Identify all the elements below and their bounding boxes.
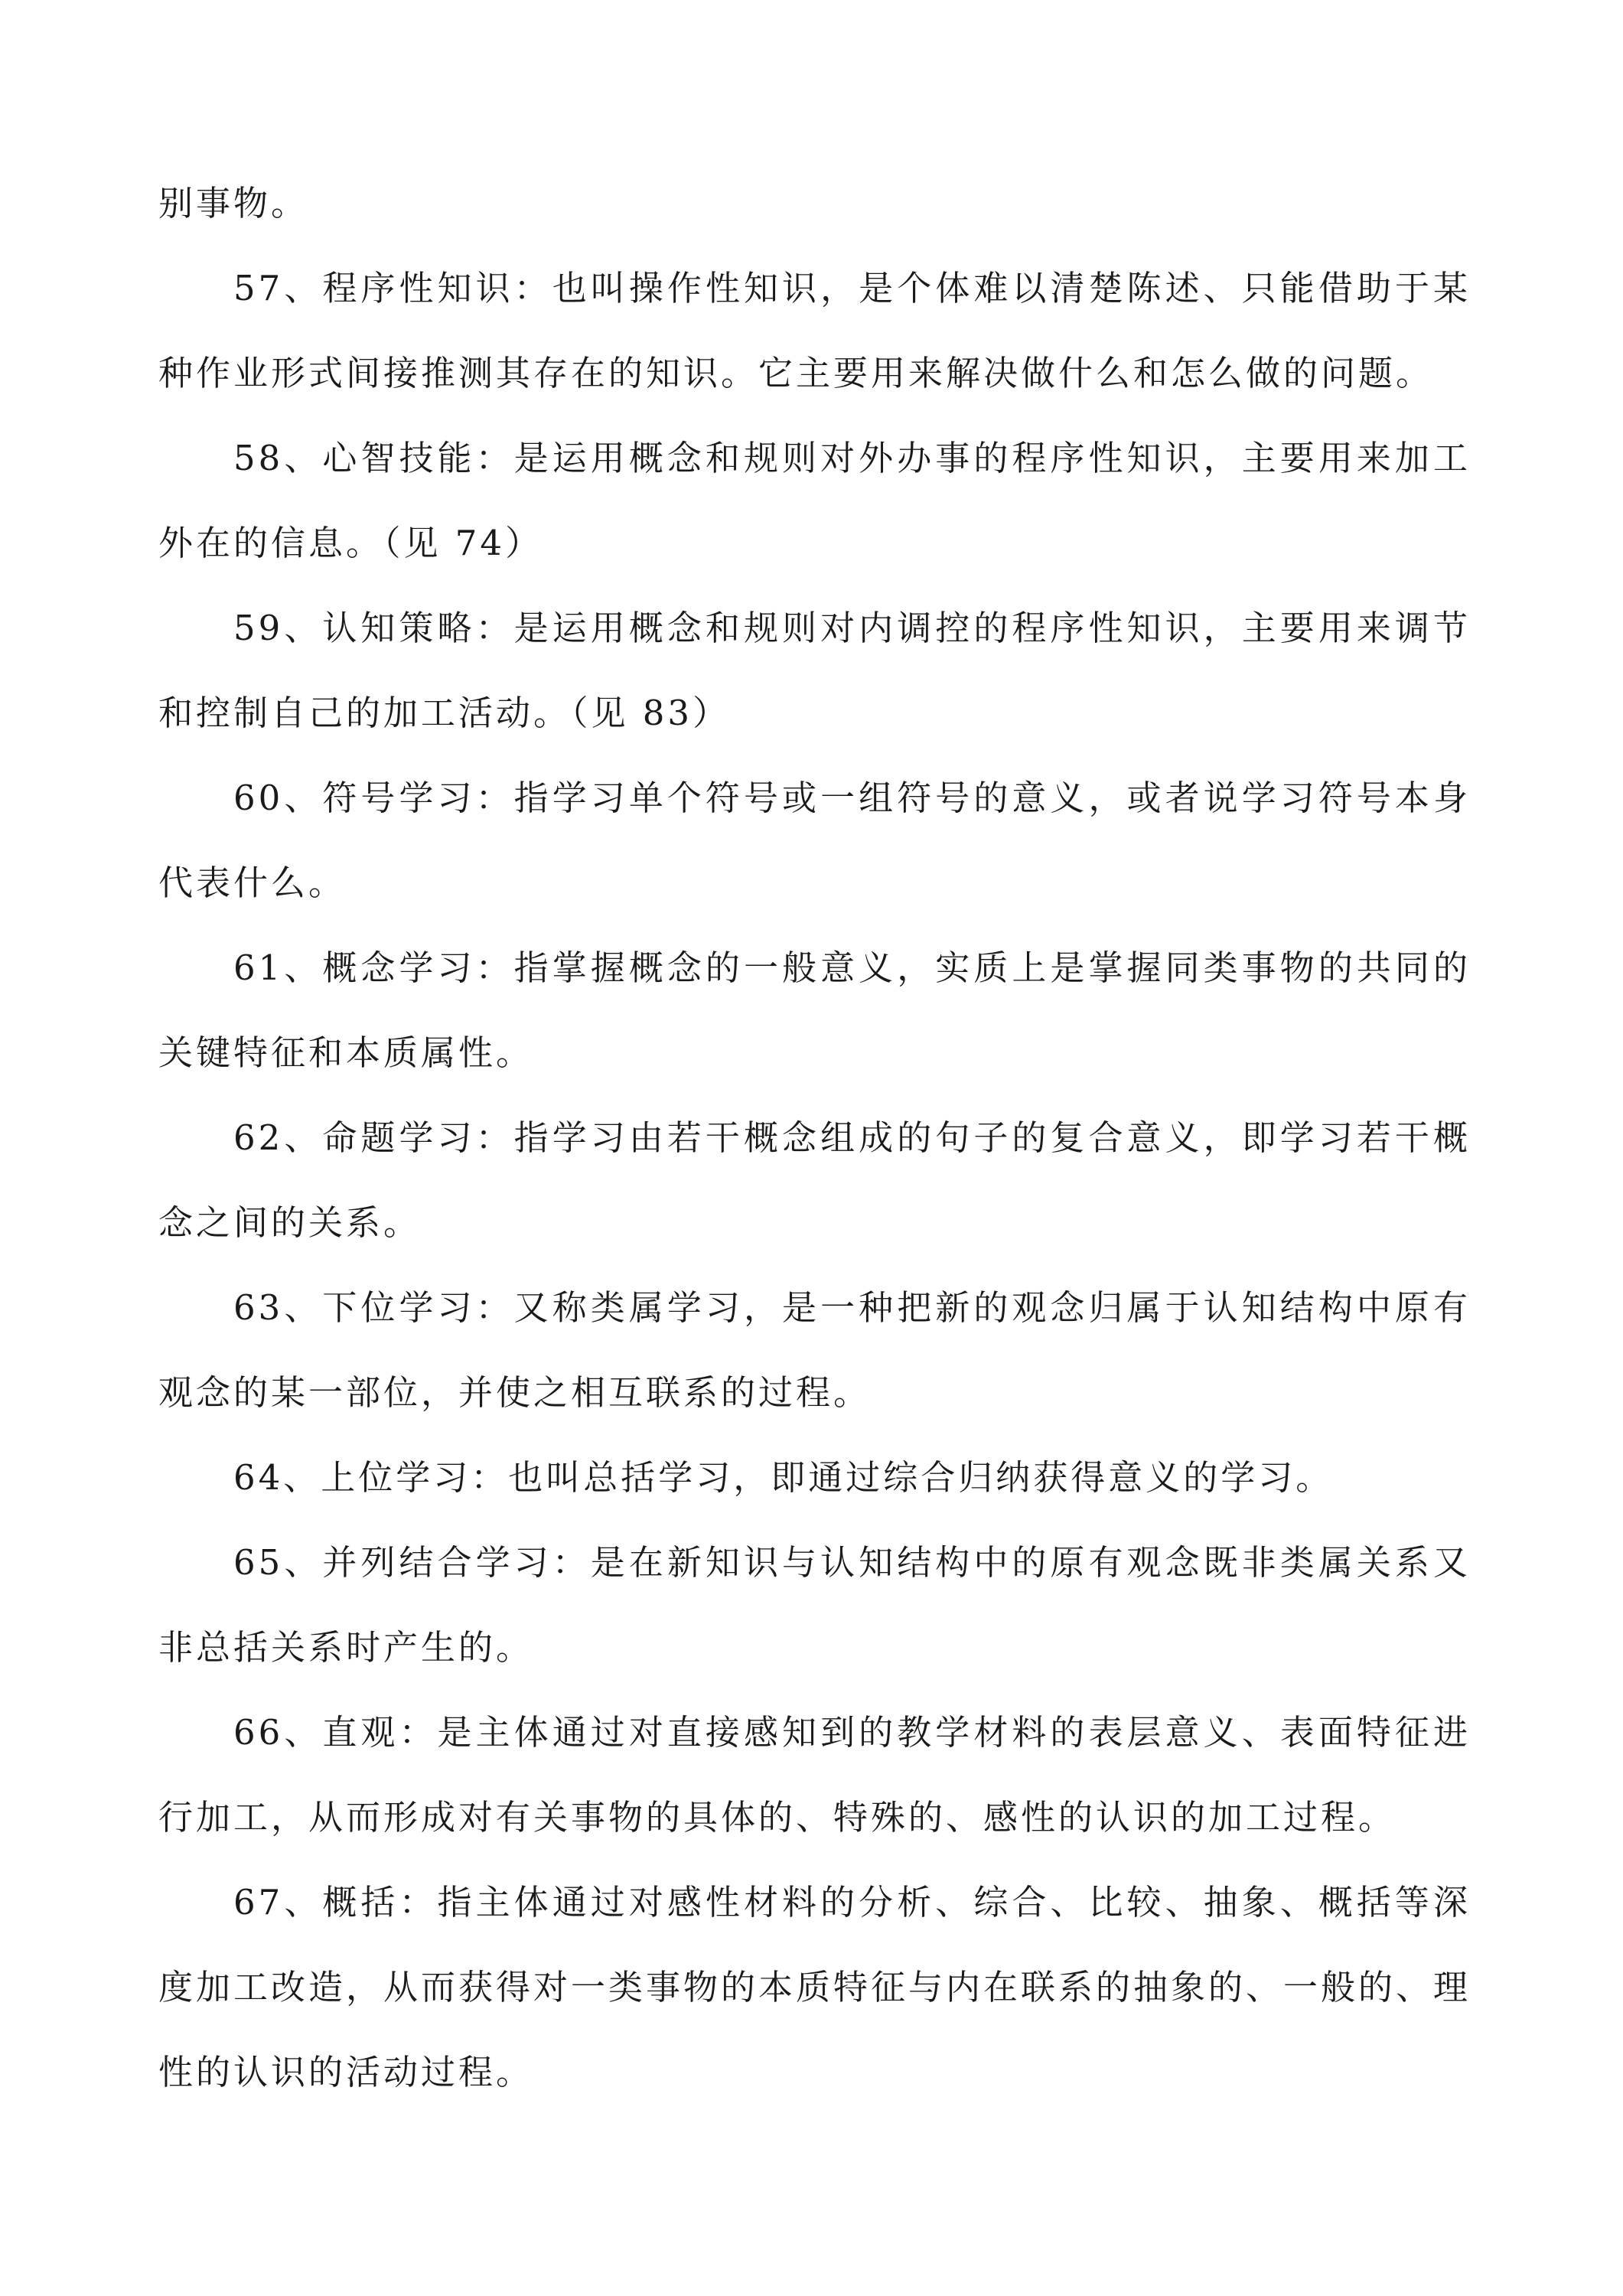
paragraph-62 xyxy=(158,1095,1471,1265)
paragraph-term: 59、认知策略： xyxy=(233,608,514,648)
paragraph-text: 是主体通过对直接感知到的教学材料的表层意义、表面特征进行加工，从而形成对有关事物的具体的、特殊的、感性的认识的加工过程。 xyxy=(158,1712,1471,1838)
paragraph-text: 也叫总括学习，即通过综合归纳获得意义的学习。 xyxy=(508,1457,1334,1498)
paragraph-term: 67、概括： xyxy=(233,1882,438,1923)
paragraph-term: 58、心智技能： xyxy=(233,438,514,478)
paragraph-60 xyxy=(158,755,1471,925)
paragraph-67 xyxy=(158,1860,1471,2115)
document-body xyxy=(158,161,1471,2115)
paragraph-term: 66、直观： xyxy=(233,1712,438,1753)
paragraph-term: 63、下位学习： xyxy=(233,1287,514,1328)
paragraph-term: 64、上位学习： xyxy=(233,1457,509,1498)
paragraph-59 xyxy=(158,585,1471,755)
paragraph-term: 65、并列结合学习： xyxy=(233,1542,591,1583)
paragraph-text: 也叫操作性知识，是个体难以清楚陈述、只能借助于某种作业形式间接推测其存在的知识。它主要用来解决做什么和怎么做的问题。 xyxy=(158,268,1471,393)
paragraph-text: 指学习由若干概念组成的句子的复合意义，即学习若干概念之间的关系。 xyxy=(158,1117,1471,1243)
paragraph-continuation xyxy=(158,161,1471,246)
paragraph-text: 又称类属学习，是一种把新的观念归属于认知结构中原有观念的某一部位，并使之相互联系的过程。 xyxy=(158,1287,1471,1413)
paragraph-65 xyxy=(158,1520,1471,1690)
paragraph-text: 指学习单个符号或一组符号的意义，或者说学习符号本身代表什么。 xyxy=(158,778,1471,903)
paragraph-text: 指掌握概念的一般意义，实质上是掌握同类事物的共同的关键特征和本质属性。 xyxy=(158,947,1471,1073)
paragraph-66 xyxy=(158,1690,1471,1860)
paragraph-text: 别事物。 xyxy=(158,183,309,223)
paragraph-63 xyxy=(158,1265,1471,1435)
paragraph-text: 是运用概念和规则对内调控的程序性知识，主要用来调节和控制自己的加工活动。（见 83） xyxy=(158,608,1471,733)
paragraph-term: 61、概念学习： xyxy=(233,947,514,988)
paragraph-term: 57、程序性知识： xyxy=(233,268,552,308)
paragraph-61 xyxy=(158,925,1471,1095)
paragraph-term: 60、符号学习： xyxy=(233,778,514,818)
paragraph-text: 是运用概念和规则对外办事的程序性知识，主要用来加工外在的信息。（见 74） xyxy=(158,438,1471,563)
paragraph-text: 指主体通过对感性材料的分析、综合、比较、抽象、概括等深度加工改造，从而获得对一类事物的本质特征与内在联系的抽象的、一般的、理性的认识的活动过程。 xyxy=(158,1882,1471,2092)
paragraph-58 xyxy=(158,416,1471,585)
paragraph-text: 是在新知识与认知结构中的原有观念既非类属关系又非总括关系时产生的。 xyxy=(158,1542,1471,1668)
paragraph-64 xyxy=(158,1435,1471,1520)
paragraph-term: 62、命题学习： xyxy=(233,1117,514,1158)
paragraph-57 xyxy=(158,246,1471,416)
